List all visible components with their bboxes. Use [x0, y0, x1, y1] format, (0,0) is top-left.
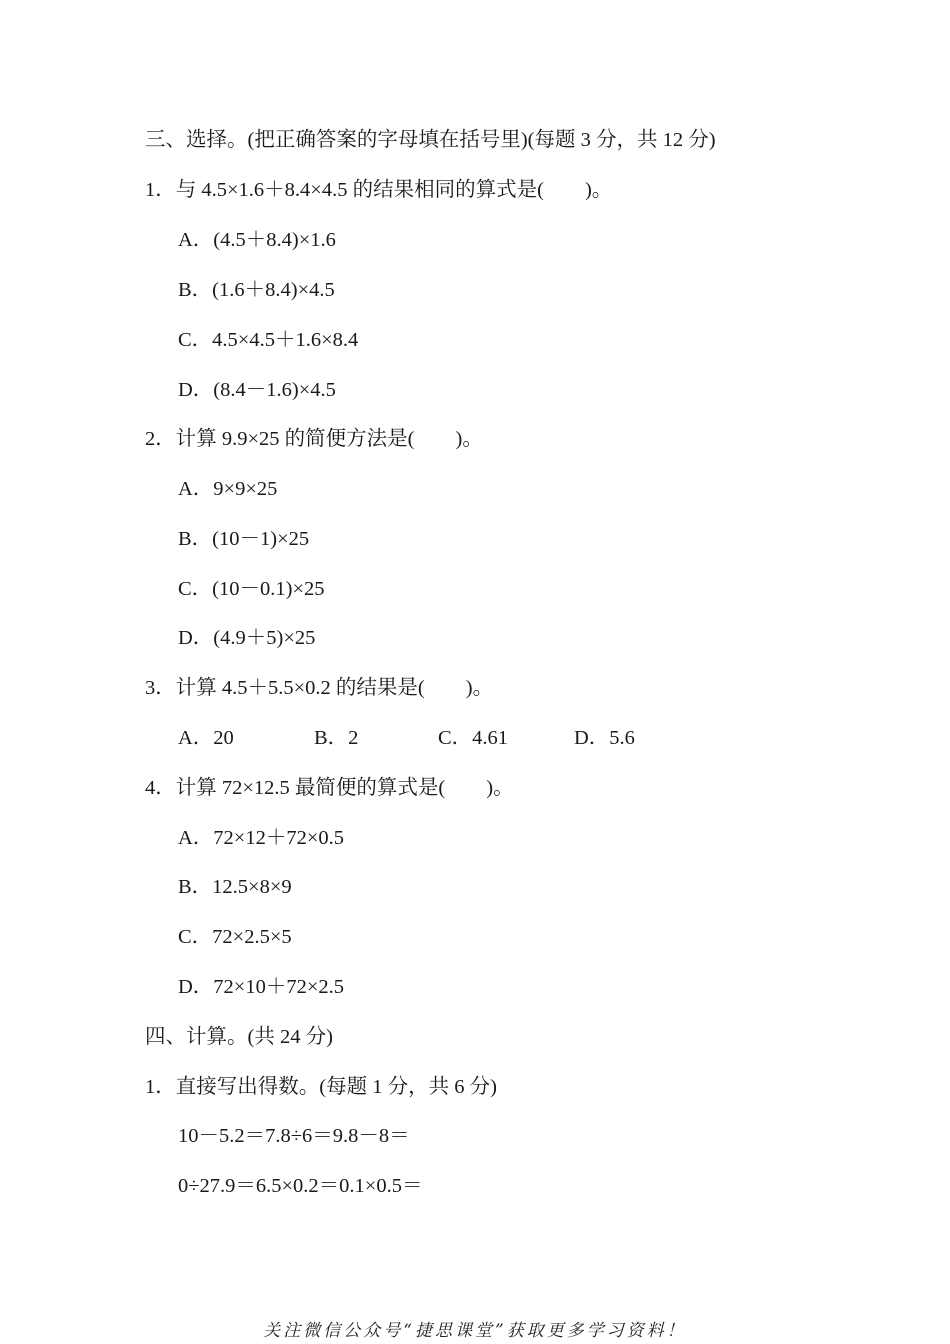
- q3-stem: 3．计算 4.5＋5.5×0.2 的结果是( )。: [145, 677, 494, 699]
- q3-option-d: D．5.6: [574, 727, 635, 749]
- q3-option-b: B．2: [314, 727, 359, 749]
- q4-stem: 4．计算 72×12.5 最简便的算式是( )。: [145, 777, 514, 799]
- q1-stem: 1．与 4.5×1.6＋8.4×4.5 的结果相同的算式是( )。: [145, 179, 613, 201]
- q2-option-c: C．(10－0.1)×25: [178, 578, 325, 600]
- q2-option-b: B．(10－1)×25: [178, 528, 310, 550]
- q1-option-c: C．4.5×4.5＋1.6×8.4: [178, 329, 359, 351]
- q2-option-a: A．9×9×25: [178, 478, 278, 500]
- s4-q1-stem: 1．直接写出得数。(每题 1 分，共 6 分): [145, 1076, 497, 1098]
- q2-option-d: D．(4.9＋5)×25: [178, 627, 316, 649]
- q4-option-b: B．12.5×8×9: [178, 876, 292, 898]
- s4-q1-row2: 0÷27.9＝6.5×0.2＝0.1×0.5＝: [178, 1175, 423, 1197]
- q4-option-d: D．72×10＋72×2.5: [178, 976, 345, 998]
- q4-option-a: A．72×12＋72×0.5: [178, 827, 345, 849]
- q1-option-a: A．(4.5＋8.4)×1.6: [178, 229, 336, 251]
- s4-q1-row1: 10－5.2＝7.8÷6＝9.8－8＝: [178, 1125, 410, 1147]
- q1-option-b: B．(1.6＋8.4)×4.5: [178, 279, 335, 301]
- q4-option-c: C．72×2.5×5: [178, 926, 292, 948]
- q3-option-a: A．20: [178, 727, 234, 749]
- q3-options: [178, 724, 635, 752]
- section3-heading: 三、选择。(把正确答案的字母填在括号里)(每题 3 分，共 12 分): [145, 129, 716, 151]
- q1-option-d: D．(8.4－1.6)×4.5: [178, 379, 336, 401]
- footer-note: 关注微信公众号“捷思课堂”获取更多学习资料！: [263, 1321, 687, 1341]
- q2-stem: 2．计算 9.9×25 的简便方法是( )。: [145, 428, 483, 450]
- q3-option-c: C．4.61: [438, 727, 509, 749]
- section4-heading: 四、计算。(共 24 分): [145, 1026, 333, 1048]
